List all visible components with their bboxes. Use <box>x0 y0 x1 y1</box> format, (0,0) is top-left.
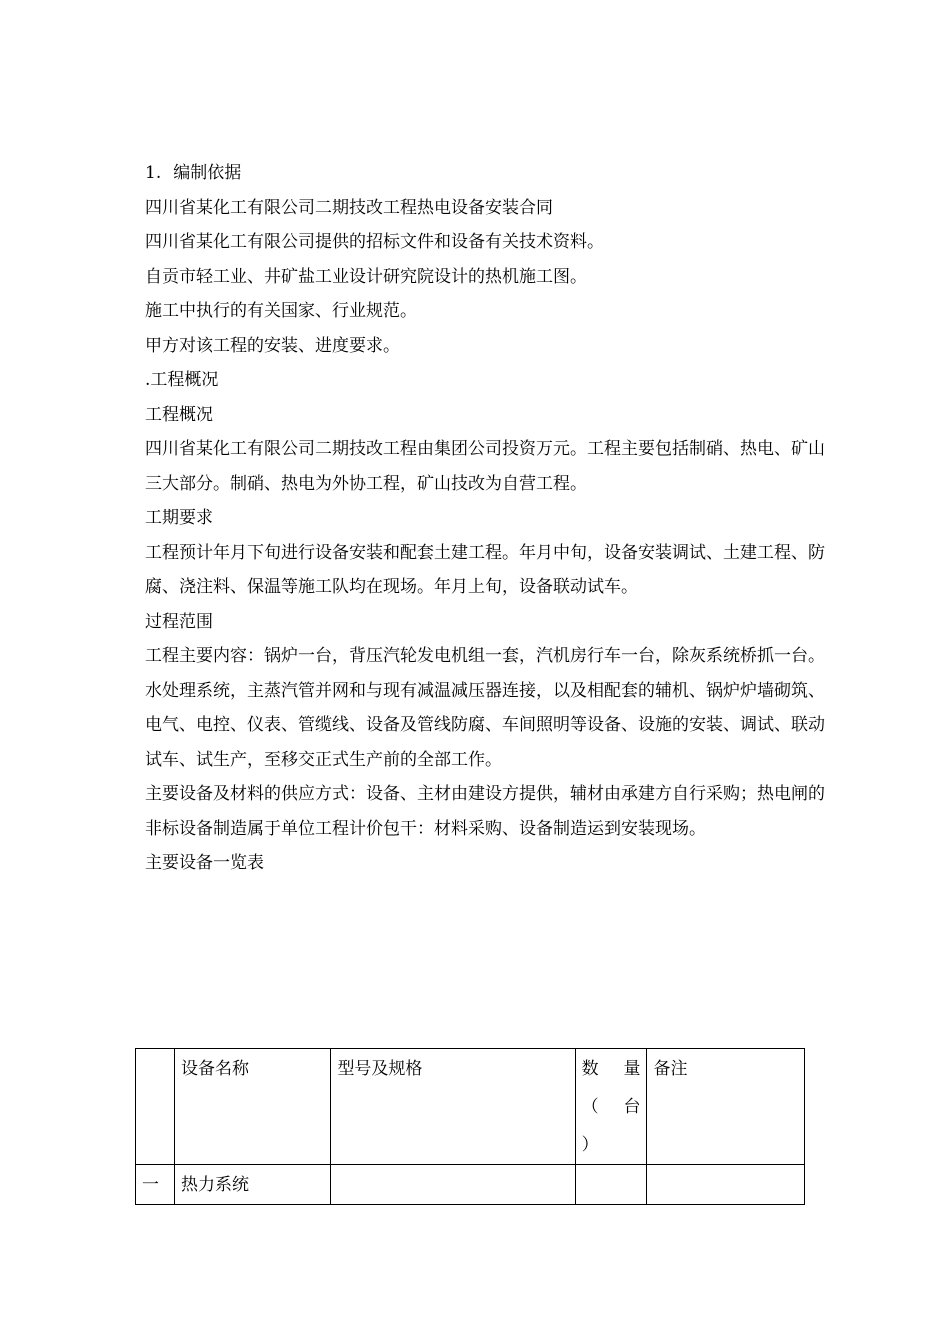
schedule-text: 工程预计年月下旬进行设备安装和配套土建工程。年月中旬，设备安装调试、土建工程、防腐、浇注料、保温等施工队均在现场。年月上旬，设备联动试车。 <box>145 542 825 597</box>
header-quantity-line: （ 台 <box>581 1097 641 1117</box>
supply-text: 主要设备及材料的供应方式：设备、主材由建设方提供，辅材由承建方自行采购；热电闸的非标设备制造属于单位工程计价包干：材料采购、设备制造运到安装现场。 <box>145 784 825 839</box>
header-index <box>136 1049 175 1165</box>
basis-item: 甲方对该工程的安装、进度要求。 <box>145 335 400 356</box>
basis-item: 四川省某化工有限公司二期技改工程热电设备安装合同 <box>145 197 553 218</box>
scope-text: 工程主要内容：锅炉一台，背压汽轮发电机组一套，汽机房行车一台，除灰系统桥抓一台。水处理系统，主蒸汽管并网和与现有减温减压器连接，以及相配套的辅机、锅炉炉墙砌筑、电气、电控、仪表、管缆线、设备及管线防腐、车间照明等设备、设施的安装、调试、联动试车、试生产，至移交正式生产前的全部工作。 <box>145 646 825 770</box>
row-name: 热力系统 <box>174 1165 330 1205</box>
schedule-title: 工期要求 <box>145 508 213 528</box>
header-quantity <box>575 1049 647 1165</box>
header-name: 设备名称 <box>174 1049 330 1165</box>
overview-title: 工程概况 <box>145 404 213 425</box>
table-title: 主要设备一览表 <box>145 853 264 873</box>
section2-heading: .工程概况 <box>145 370 219 390</box>
basis-item: 四川省某化工有限公司提供的招标文件和设备有关技术资料。 <box>145 232 604 252</box>
row-model <box>331 1165 575 1205</box>
header-quantity-line: 数 量 <box>581 1059 641 1079</box>
document-body <box>145 156 825 881</box>
basis-item: 自贡市轻工业、井矿盐工业设计研究院设计的热机施工图。 <box>145 266 587 287</box>
table-header-row <box>136 1049 805 1165</box>
table-row <box>136 1165 805 1205</box>
basis-item: 施工中执行的有关国家、行业规范。 <box>145 301 417 321</box>
overview-text: 四川省某化工有限公司二期技改工程由集团公司投资万元。工程主要包括制硝、热电、矿山三大部分。制硝、热电为外协工程，矿山技改为自营工程。 <box>145 439 825 494</box>
section1-heading <box>145 156 825 191</box>
row-remark <box>647 1165 805 1205</box>
header-quantity-line: ） <box>581 1135 599 1155</box>
section1-number: 1. <box>145 163 162 183</box>
row-index: 一 <box>136 1165 175 1205</box>
header-remark: 备注 <box>647 1049 805 1165</box>
equipment-table <box>135 1048 805 1205</box>
header-model: 型号及规格 <box>331 1049 575 1165</box>
section1-heading-text: 编制依据 <box>173 163 242 183</box>
row-quantity <box>575 1165 647 1205</box>
scope-title: 过程范围 <box>145 611 213 632</box>
